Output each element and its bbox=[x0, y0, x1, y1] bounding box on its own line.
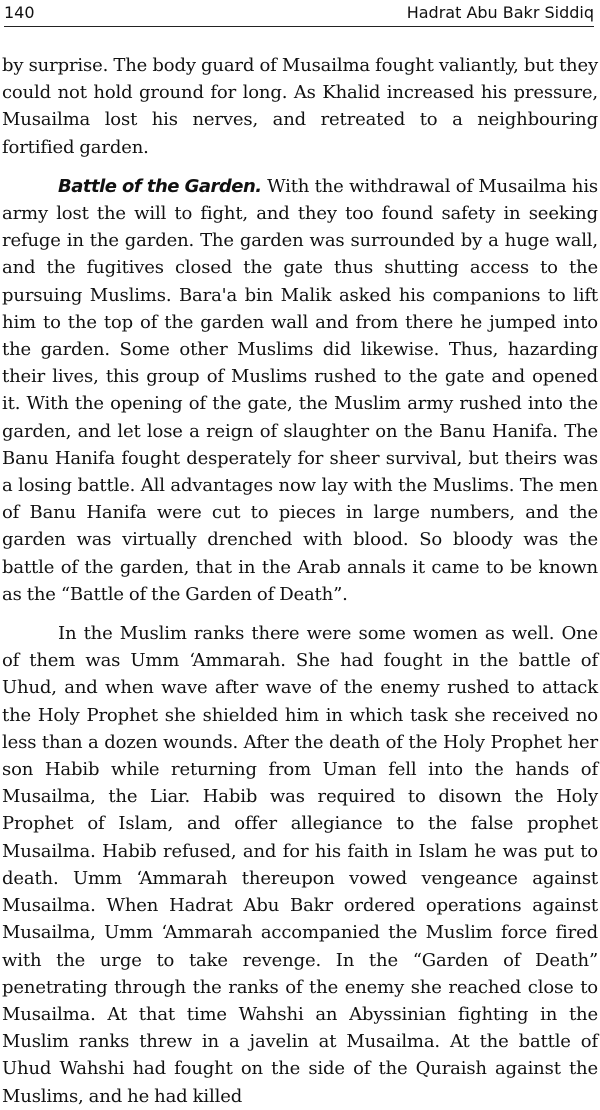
body-text bbox=[2, 52, 598, 1110]
running-head: Hadrat Abu Bakr Siddiq bbox=[406, 3, 594, 22]
paragraph-2 bbox=[2, 173, 598, 608]
header-rule bbox=[4, 26, 594, 27]
paragraph-3: In the Muslim ranks there were some women as well. One of them was Umm ‘Ammarah. She had fought in the battle of Uhud, and when wave after wave of the enemy rushed to attack the Holy Prophet she shielded him in which task she received no less than a dozen wounds. After the death of the Holy Prophet her son Habib while returning from Uman fell into the hands of Musailma, the Liar. Habib was required to disown the Holy Prophet of Islam, and offer allegiance to the false prophet Musailma. Habib refused, and for his faith in Islam he was put to death. Umm ‘Ammarah thereupon vowed vengeance against Musailma. When Hadrat Abu Bakr ordered operations against Musailma, Umm ‘Ammarah accompanied the Muslim force fired with the urge to take revenge. In the “Garden of Death” penetrating through the ranks of the enemy she reached close to Musailma. At that time Wahshi an Abyssinian fighting in the Muslim ranks threw in a javelin at Musailma. At the battle of Uhud Wahshi had fought on the side of the Quraish against the Muslims, and he had killed bbox=[2, 623, 598, 1107]
paragraph-2-text: With the withdrawal of Musailma his army lost the will to fight, and they too found safety in seeking refuge in the garden. The garden was surrounded by a huge wall, and the fugitives closed the gate thus shutting access to the pursuing Muslims. Bara'a bin Malik asked his companions to lift him to the top of the garden wall and from there he jumped into the garden. Some other Muslims did likewise. Thus, hazarding their lives, this group of Muslims rushed to the gate and opened it. With the opening of the gate, the Muslim army rushed into the garden, and let lose a reign of slaughter on the Banu Hanifa. The Banu Hanifa fought desperately for sheer survival, but theirs was a losing battle. All advantages now lay with the Muslims. The men of Banu Hanifa were cut to pieces in large numbers, and the garden was virtually drenched with blood. So bloody was the battle of the garden, that in the Arab annals it came to be known as the “Battle of the Garden of Death”. bbox=[2, 175, 599, 605]
section-heading-battle-of-the-garden: Battle of the Garden. bbox=[58, 175, 262, 197]
paragraph-1: by surprise. The body guard of Musailma fought valiantly, but they could not hold ground for long. As Khalid increased his pressure, Musailma lost his nerves, and retreated to a neighbouring fortified garden. bbox=[2, 55, 598, 158]
page-header bbox=[4, 2, 594, 28]
page-number: 140 bbox=[4, 3, 35, 22]
